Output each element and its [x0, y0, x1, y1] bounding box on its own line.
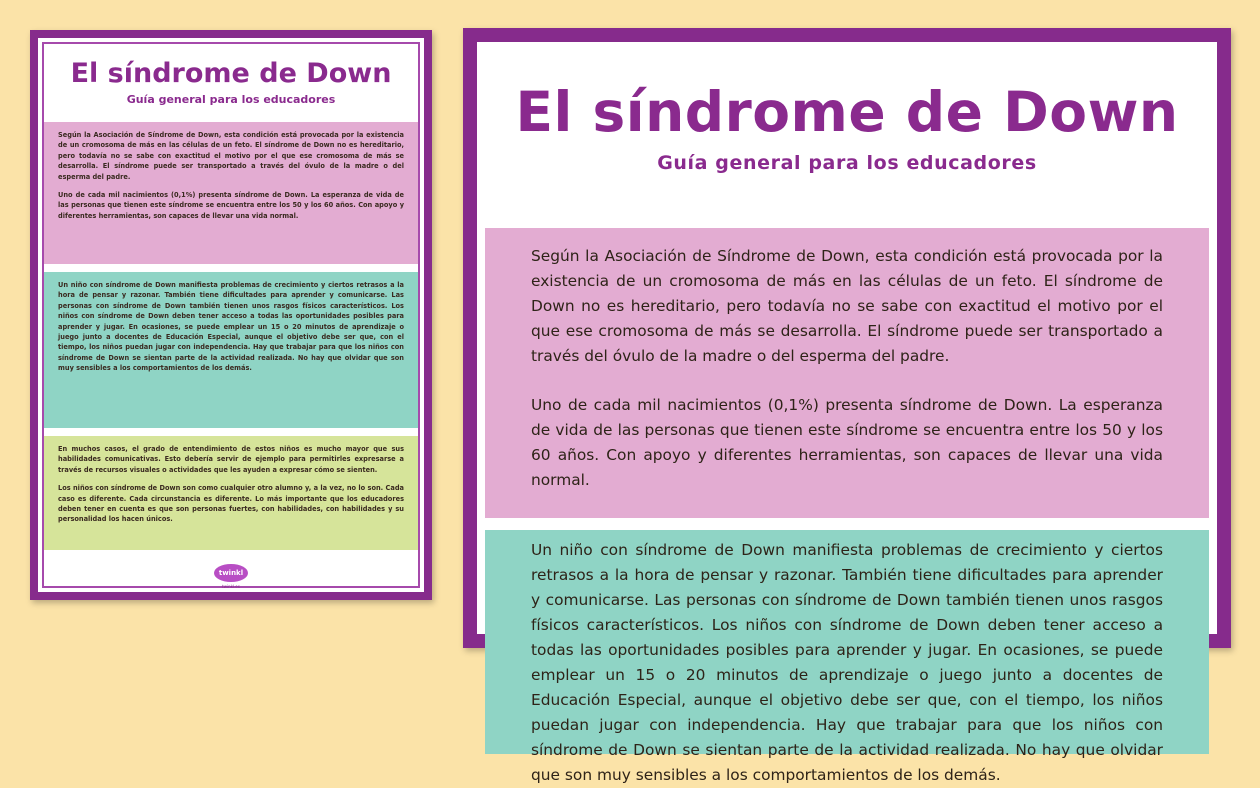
brand-logo	[44, 560, 418, 589]
poster-zoomed-inner	[485, 50, 1209, 784]
thumbnail-section-green	[44, 436, 418, 550]
poster-thumbnail[interactable]	[30, 30, 432, 600]
paragraph: Uno de cada mil nacimientos (0,1%) presenta síndrome de Down. La esperanza de vida de las personas que tienen este síndrome se encuentra entre los 50 y los 60 años. Con apoyo y diferentes herramientas, son capaces de llevar una vida normal.	[531, 396, 1163, 489]
page-subtitle: Guía general para los educadores	[657, 152, 1037, 174]
brand-logo-tagline: twinkl.es	[222, 584, 240, 589]
thumbnail-section-pink	[44, 122, 418, 264]
page-title: El síndrome de Down	[515, 80, 1179, 144]
paragraph: Según la Asociación de Síndrome de Down, esta condición está provocada por la existencia de un cromosoma de más en las células de un feto. El síndrome de Down no es hereditario, pero todavía no se sabe con exactitud el motivo por el que ese cromosoma de más se desarrolla. El síndrome puede ser transportado a través del óvulo de la madre o del esperma del padre.	[531, 247, 1163, 365]
thumbnail-paragraph: Según la Asociación de Síndrome de Down, esta condición está provocada por la existencia de un cromosoma de más en las células de un feto. El síndrome de Down no es hereditario, pero todavía no se sabe con exactitud el motivo por el que ese cromosoma de más se desarrolla. El síndrome puede ser transportado a través del óvulo de la madre o del esperma del padre.	[58, 131, 404, 181]
poster-thumbnail-inner	[42, 42, 420, 588]
thumbnail-subtitle: Guía general para los educadores	[126, 93, 336, 106]
thumbnail-paragraph: Un niño con síndrome de Down manifiesta problemas de crecimiento y ciertos retrasos a la hora de pensar y razonar. También tiene dificultades para aprender y comunicarse. Las personas con síndrome de Down también tienen unos rasgos físicos característicos. Los niños con síndrome de Down deben tener acceso a todas las oportunidades posibles para aprender y jugar. En ocasiones, se puede emplear un 15 o 20 minutos de aprendizaje o juego junto a docentes de Educación Especial, aunque el objetivo debe ser que, con el tiempo, los niños puedan jugar con independencia. Hay que trabajar para que los niños con síndrome de Down se sientan parte de la actividad realizada. No hay que olvidar que son muy sensibles a los comportamientos de los demás.	[58, 281, 404, 373]
section-teal	[485, 530, 1209, 784]
section-pink	[485, 228, 1209, 518]
thumbnail-paragraph: Los niños con síndrome de Down son como cualquier otro alumno y, a la vez, no lo son. Cada caso es diferente. Cada circunstancia es diferente. Lo más importante que los educadores deben tener en cuenta es que son personas fuertes, con habilidades, con habilidades y su personalidad los hacen únicos.	[58, 484, 404, 524]
thumbnail-paragraph: En muchos casos, el grado de entendimiento de estos niños es mucho mayor que sus habilidades comunicativas. Esto debería servir de ejemplo para permitirles expresarse a través de recursos visuales o actividades que les ayuden a expresar cómo se sienten.	[58, 445, 404, 474]
thumbnail-paragraph: Uno de cada mil nacimientos (0,1%) presenta síndrome de Down. La esperanza de vida de las personas que tienen este síndrome se encuentra entre los 50 y los 60 años. Con apoyo y diferentes herramientas, son capaces de llevar una vida normal.	[58, 191, 404, 220]
poster-zoomed	[463, 28, 1231, 784]
paragraph: Un niño con síndrome de Down manifiesta problemas de crecimiento y ciertos retrasos a la hora de pensar y razonar. También tiene dificultades para aprender y comunicarse. Las personas con síndrome de Down también tienen unos rasgos físicos característicos. Los niños con síndrome de Down deben tener acceso a todas las oportunidades posibles para aprender y jugar. En ocasiones, se puede emplear un 15 o 20 minutos de aprendizaje o juego junto a docentes de Educación Especial, aunque el objetivo debe ser que, con el tiempo, los niños puedan jugar con independencia. Hay que trabajar para que los niños con síndrome de Down se sientan parte de la actividad realizada. No hay que olvidar que son muy sensibles a los comportamientos de los demás.	[531, 541, 1163, 784]
thumbnail-title: El síndrome de Down	[70, 58, 392, 89]
brand-logo-badge: twinkl	[214, 564, 248, 582]
thumbnail-section-teal	[44, 272, 418, 428]
